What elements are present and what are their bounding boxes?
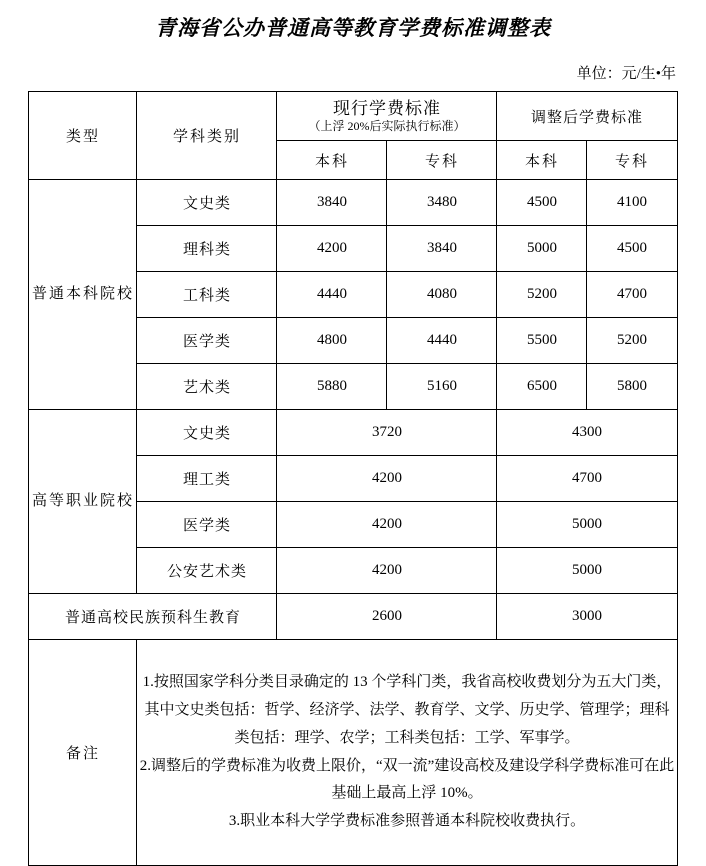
fee-standard-table <box>28 91 677 866</box>
discipline-label: 医学类 <box>137 318 277 364</box>
note-item: 1.按照国家学科分类目录确定的 13 个学科门类，我省高校收费划分为五大门类，其中文史类包括：哲学、经济学、法学、教育学、文学、历史学、管理学；理科类包括：理学、农学；工科类包括：工学、军事学。 <box>142 674 672 746</box>
value-adjusted: 3000 <box>497 594 677 640</box>
value-adjusted-undergrad: 5500 <box>497 318 587 364</box>
category-undergraduate-colleges: 普通本科院校 <box>29 180 137 410</box>
value-current: 4200 <box>277 502 497 548</box>
note-item: 3.职业本科大学学费标准参照普通本科院校收费执行。 <box>228 813 586 829</box>
discipline-label: 理科类 <box>137 226 277 272</box>
value-adjusted-junior: 4500 <box>587 226 677 272</box>
value-adjusted-junior: 5800 <box>587 364 677 410</box>
header-current-junior: 专科 <box>387 141 497 180</box>
discipline-label: 艺术类 <box>137 364 277 410</box>
notes-label: 备注 <box>29 640 137 866</box>
discipline-label: 文史类 <box>137 180 277 226</box>
header-discipline: 学科类别 <box>137 92 277 180</box>
value-current: 4200 <box>277 456 497 502</box>
table-row <box>29 410 677 456</box>
category-prep-education: 普通高校民族预科生教育 <box>29 594 277 640</box>
value-current-junior: 3480 <box>387 180 497 226</box>
header-current-standard <box>277 92 497 141</box>
note-item: 2.调整后的学费标准为收费上限价，“双一流”建设高校及建设学科学费标准可在此基础上最高上浮 10%。 <box>139 757 675 802</box>
header-current-main: 现行学费标准 <box>332 98 441 118</box>
discipline-label: 文史类 <box>137 410 277 456</box>
value-current-undergrad: 4440 <box>277 272 387 318</box>
notes-row <box>29 640 677 866</box>
value-adjusted: 5000 <box>497 502 677 548</box>
value-current: 3720 <box>277 410 497 456</box>
page-title: 青海省公办普通高等教育学费标准调整表 <box>155 15 551 40</box>
value-adjusted: 5000 <box>497 548 677 594</box>
table-header-row-1 <box>29 92 677 141</box>
discipline-label: 工科类 <box>137 272 277 318</box>
value-adjusted-undergrad: 4500 <box>497 180 587 226</box>
value-adjusted: 4300 <box>497 410 677 456</box>
header-current-sub: （上浮 20%后实际执行标准） <box>308 118 466 133</box>
value-current-junior: 5160 <box>387 364 497 410</box>
table-row <box>29 180 677 226</box>
discipline-label: 理工类 <box>137 456 277 502</box>
value-current: 2600 <box>277 594 497 640</box>
value-adjusted-junior: 5200 <box>587 318 677 364</box>
value-current-undergrad: 4800 <box>277 318 387 364</box>
value-current-undergrad: 5880 <box>277 364 387 410</box>
value-adjusted-junior: 4700 <box>587 272 677 318</box>
value-adjusted-undergrad: 6500 <box>497 364 587 410</box>
value-current-junior: 4080 <box>387 272 497 318</box>
discipline-label: 医学类 <box>137 502 277 548</box>
value-adjusted-undergrad: 5200 <box>497 272 587 318</box>
value-current-junior: 3840 <box>387 226 497 272</box>
value-current: 4200 <box>277 548 497 594</box>
header-type: 类型 <box>29 92 137 180</box>
value-current-undergrad: 3840 <box>277 180 387 226</box>
value-current-junior: 4440 <box>387 318 497 364</box>
value-adjusted-undergrad: 5000 <box>497 226 587 272</box>
discipline-label: 公安艺术类 <box>137 548 277 594</box>
header-adjusted-undergrad: 本科 <box>497 141 587 180</box>
unit-note: 单位：元/生•年 <box>576 66 676 82</box>
value-current-undergrad: 4200 <box>277 226 387 272</box>
value-adjusted-junior: 4100 <box>587 180 677 226</box>
header-current-undergrad: 本科 <box>277 141 387 180</box>
header-adjusted-standard: 调整后学费标准 <box>497 92 677 141</box>
header-adjusted-junior: 专科 <box>587 141 677 180</box>
table-row <box>29 594 677 640</box>
notes-body <box>137 640 677 866</box>
category-vocational-colleges: 高等职业院校 <box>29 410 137 594</box>
value-adjusted: 4700 <box>497 456 677 502</box>
